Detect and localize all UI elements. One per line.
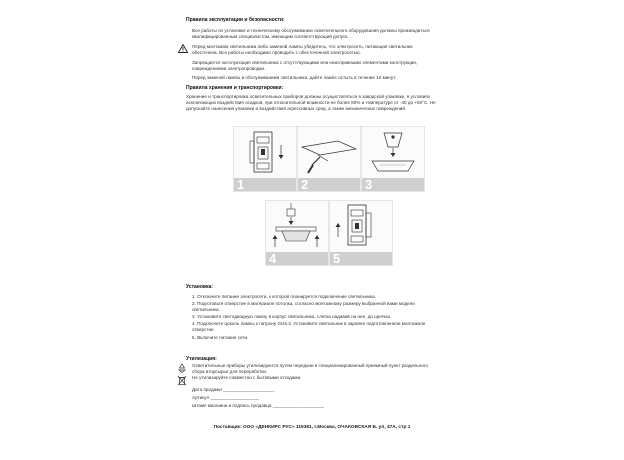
install-line-2: 2. Подготовьте отверстие в материале потолка, согласно монтажному размеру выбранной вами модели bbox=[192, 301, 415, 306]
install-line-4: 3. Установите светодиодную лампу в корпус светильника, слегка надавив на нее, до щелчка. bbox=[192, 314, 392, 319]
disposal-line-1: Осветительные приборы утилизируются путем передачи в специализированный приемный пункт раздельного bbox=[192, 363, 429, 368]
step-number-bar bbox=[234, 178, 296, 191]
storage-title: Правила хранения и транспортировки: bbox=[186, 85, 284, 91]
step-number: 3 bbox=[365, 177, 373, 192]
install-line-5: 4. Подключите цоколь лампы к патрону GU5.3. Установите светильник в заранее подготовленное монтажное bbox=[192, 321, 426, 326]
install-line-3: светильника. bbox=[192, 307, 220, 312]
step-number: 2 bbox=[301, 177, 309, 192]
step-tile-2 bbox=[297, 126, 361, 192]
warn-line-2: обесточена. Все работы необходимо проводить с обесточенной электросетью. bbox=[192, 50, 361, 55]
safety-line-2: квалифицированным специалистом, имеющим соответствующий допуск. bbox=[192, 34, 349, 39]
step-tile-3 bbox=[361, 126, 425, 192]
forbid-line-2: повреждениями электропроводки. bbox=[192, 66, 266, 71]
storage-line-3: допускайте нанесения упаковки и воздействия агрессивных сред, а также механических повреждений. bbox=[186, 106, 407, 111]
warn-line-1: Перед монтажом светильника либо заменой лампы убедитесь, что электросеть, питающая светильник bbox=[192, 44, 413, 49]
stamp-field: Штамп магазина и подпись продавца ____________________ bbox=[192, 403, 324, 408]
no-trash-bin-icon bbox=[177, 375, 187, 386]
step-number: 5 bbox=[333, 251, 341, 266]
step-number-bar bbox=[266, 252, 328, 265]
warning-icon bbox=[178, 44, 188, 53]
step-number-bar bbox=[298, 178, 360, 191]
step-number: 1 bbox=[237, 177, 245, 192]
safety-title: Правила эксплуатации и безопасности: bbox=[186, 17, 285, 23]
step-tile-5 bbox=[329, 200, 393, 266]
supplier-footer: Поставщик: ООО «ДЕНКИРС РУС» 119361, г.Москва, ОЧАКОВСКАЯ Б. ул, 47А, стр 1 bbox=[213, 425, 411, 430]
install-title: Установка: bbox=[186, 284, 213, 290]
sale-date-field: Дата продажи ____________________ bbox=[192, 387, 275, 392]
disposal-line-3: Не утилизируйте совместно с бытовыми отходами. bbox=[192, 375, 302, 380]
step-number-bar bbox=[362, 178, 424, 191]
step-number: 4 bbox=[269, 251, 277, 266]
cool-line: Перед заменой лампы и обслуживанием светильника, дайте лампе остыть в течение 10 минут. bbox=[192, 75, 397, 80]
storage-line-1: Хранение и транспортировка осветительных приборов должны осуществляться в заводской упаковке, в условиях bbox=[186, 94, 431, 99]
article-field: Артикул ___________________ bbox=[192, 395, 259, 400]
install-line-6: отверстие. bbox=[192, 327, 215, 332]
step-tile-1 bbox=[233, 126, 297, 192]
storage-line-2: исключающих воздействия осадков, при относительной влажности не более 80% и температуре от -40 до +50°С. Не bbox=[186, 100, 436, 105]
safety-line-1: Все работы по установке и техническому обслуживанию осветительного оборудования должны производиться bbox=[192, 28, 430, 33]
install-line-1: 1. Отключите питание электросети, к которой планируется подключение светильника. bbox=[192, 294, 376, 299]
disposal-title: Утилизация: bbox=[186, 356, 217, 362]
install-line-7: 5. Включите питание сети. bbox=[192, 335, 249, 340]
disposal-line-2: сбора вторсырья для переработки. bbox=[192, 369, 268, 374]
step-number-bar bbox=[330, 252, 392, 265]
step-tile-4 bbox=[265, 200, 329, 266]
recycle-icon bbox=[177, 363, 187, 373]
forbid-line-1: Запрещается эксплуатация светильника с отсутствующими или неисправными элементами конструкции, bbox=[192, 60, 418, 65]
